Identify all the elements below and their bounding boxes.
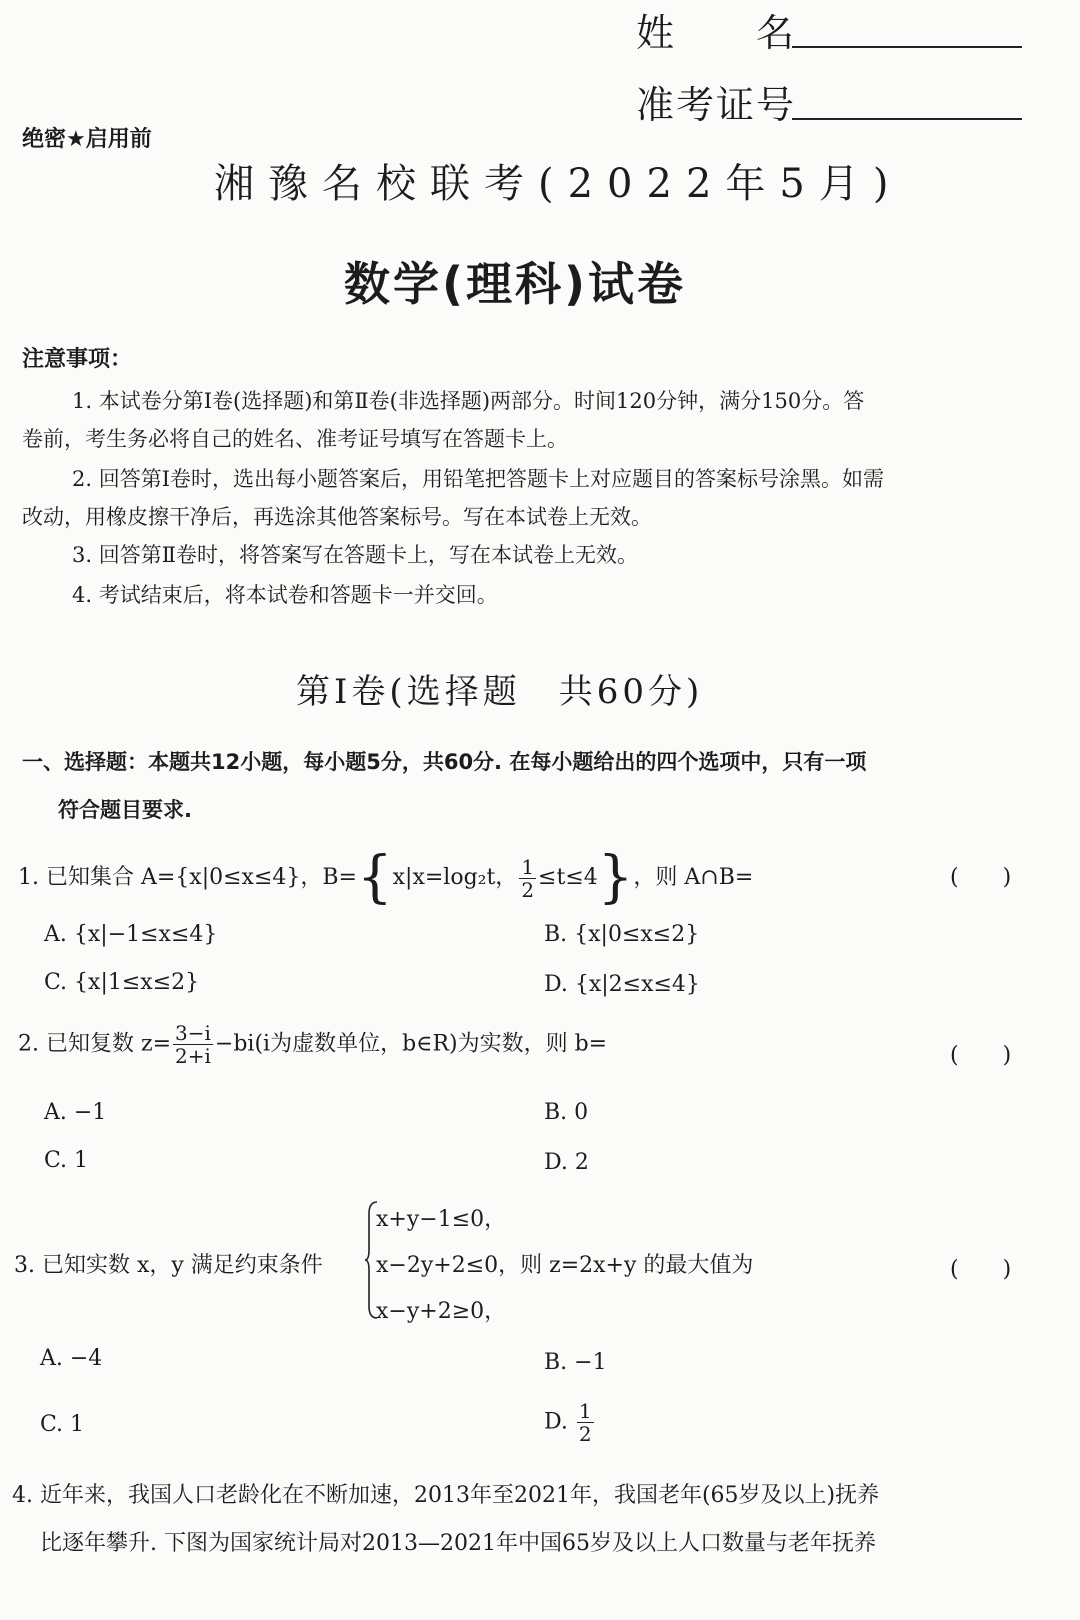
section-desc-line2: 符合题目要求.: [58, 798, 192, 822]
notice-item-2: 2. 回答第Ⅰ卷时，选出每小题答案后，用铅笔把答题卡上对应题目的答案标号涂黑。如需: [72, 467, 885, 491]
q1-frac-den: 2: [521, 877, 535, 902]
q1-answer-blank[interactable]: ( ): [950, 865, 1012, 890]
q1-option-b[interactable]: B. {x|0≤x≤2}: [544, 922, 700, 947]
notice-item-3: 3. 回答第Ⅱ卷时，将答案写在答题卡上，写在本试卷上无效。: [72, 543, 638, 567]
question-4-line2: 比逐年攀升. 下图为国家统计局对2013—2021年中国65岁及以上人口数量与老年抚养: [40, 1531, 876, 1556]
q1-set-post: ≤t≤4: [538, 865, 598, 890]
q2-option-b[interactable]: B. 0: [544, 1100, 589, 1125]
notice-item-1-cont: 卷前，考生务必将自己的姓名、准考证号填写在答题卡上。: [22, 427, 568, 451]
q2-answer-blank[interactable]: ( ): [950, 1043, 1012, 1068]
q3-option-d-den: 2: [578, 1422, 592, 1446]
section-title: 第Ⅰ卷(选择题 共60分): [296, 672, 704, 712]
secret-mark: 绝密★启用前: [22, 127, 152, 152]
q3-option-d-prefix: D.: [544, 1409, 568, 1435]
q1-set-pre: x|x=log₂t，: [392, 865, 518, 890]
q1-set-close-brace: }: [597, 845, 634, 910]
exam-id-input-line[interactable]: [792, 118, 1022, 120]
q3-option-d[interactable]: [544, 1400, 596, 1445]
q2-frac-num: 3−i: [175, 1021, 211, 1045]
notice-item-1: 1. 本试卷分第Ⅰ卷(选择题)和第Ⅱ卷(非选择题)两部分。时间120分钟，满分150分。答: [72, 389, 865, 413]
question-2-stem: [18, 1022, 607, 1067]
notice-heading: 注意事项：: [22, 347, 133, 372]
q3-option-a[interactable]: A. −4: [40, 1346, 103, 1371]
subject-title: 数学(理科)试卷: [344, 257, 687, 311]
q2-option-c[interactable]: C. 1: [44, 1148, 89, 1173]
q1-suffix: ，则 A∩B=: [633, 865, 754, 890]
question-4-line1: 4. 近年来，我国人口老龄化在不断加速，2013年至2021年，我国老年(65岁及以上)抚养: [12, 1483, 880, 1508]
q2-frac-den: 2+i: [175, 1044, 211, 1068]
q1-prefix: 1. 已知集合 A={x|0≤x≤4}，B=: [18, 865, 357, 890]
q2-option-d[interactable]: D. 2: [544, 1150, 589, 1175]
q1-fraction: [519, 856, 536, 901]
q2-option-a[interactable]: A. −1: [44, 1100, 107, 1125]
q2-fraction: [173, 1022, 213, 1067]
q3-option-d-fraction: [577, 1400, 594, 1445]
q1-option-a[interactable]: A. {x|−1≤x≤4}: [44, 922, 218, 947]
q3-answer-blank[interactable]: ( ): [950, 1257, 1012, 1282]
q3-option-c[interactable]: C. 1: [40, 1412, 85, 1437]
q2-suffix: −bi(i为虚数单位，b∈R)为实数，则 b=: [214, 1031, 608, 1057]
notice-item-4: 4. 考试结束后，将本试卷和答题卡一并交回。: [72, 583, 498, 607]
q1-set-open-brace: {: [356, 845, 393, 910]
section-desc-line1: 一、选择题：本题共12小题，每小题5分，共60分. 在每小题给出的四个选项中，只有一项: [22, 750, 867, 774]
q1-option-d[interactable]: D. {x|2≤x≤4}: [544, 972, 700, 997]
q3-constraint-1: x+y−1≤0，: [376, 1207, 507, 1232]
notice-item-2-cont: 改动，用橡皮擦干净后，再选涂其他答案标号。写在本试卷上无效。: [22, 505, 652, 529]
q1-frac-num: 1: [521, 854, 535, 879]
exam-id-label: 准考证号: [636, 83, 797, 127]
q3-constraint-3: x−y+2≥0，: [376, 1299, 507, 1324]
q3-option-b[interactable]: B. −1: [544, 1350, 607, 1375]
q2-prefix: 2. 已知复数 z=: [18, 1031, 172, 1057]
name-input-line[interactable]: [792, 46, 1022, 48]
exam-title: 湘豫名校联考(2022年5月): [214, 161, 903, 207]
q1-option-c[interactable]: C. {x|1≤x≤2}: [44, 970, 200, 995]
q3-option-d-num: 1: [578, 1399, 592, 1423]
name-label: 姓 名: [636, 11, 797, 55]
question-1-stem: [18, 845, 754, 910]
question-3-prefix: 3. 已知实数 x，y 满足约束条件: [14, 1253, 323, 1278]
q3-constraint-2: x−2y+2≤0，则 z=2x+y 的最大值为: [376, 1253, 754, 1278]
